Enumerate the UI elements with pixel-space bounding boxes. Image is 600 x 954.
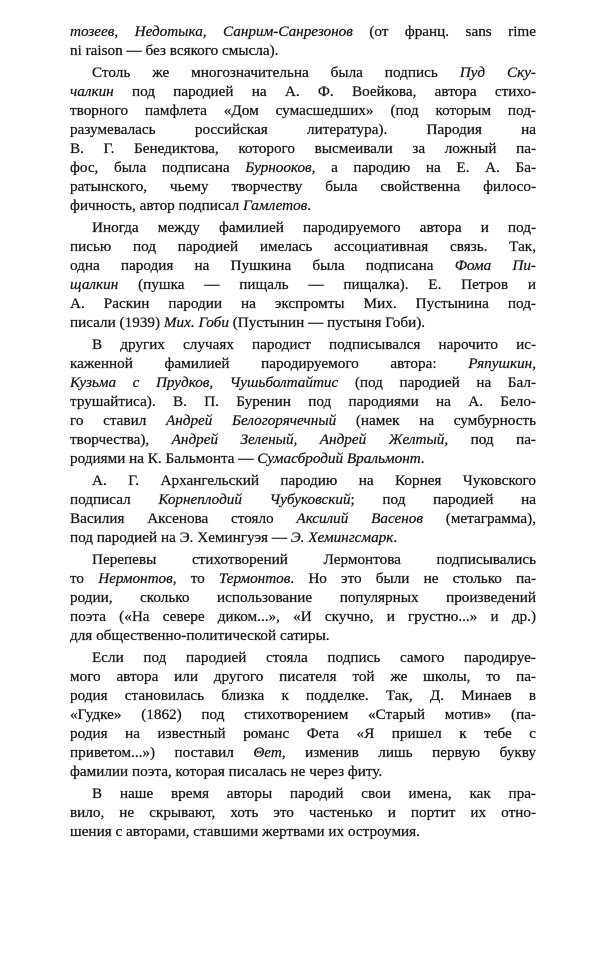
- paragraph: [70, 471, 536, 547]
- text-run: В других случаях пародист подписывался нарочито ис-: [92, 336, 536, 353]
- text-run: фос, была подписана: [70, 159, 246, 176]
- italic-pseudonym: тозеев, Недотыка, Санрим-Санрезонов: [70, 23, 353, 40]
- text-line: [70, 196, 536, 215]
- italic-pseudonym: Фома Пи-: [454, 257, 536, 274]
- text-line: [70, 705, 536, 724]
- text-line: [70, 607, 536, 626]
- text-line: [70, 218, 536, 237]
- text-line: [70, 354, 536, 373]
- text-line: [70, 509, 536, 528]
- text-run: В наше время авторы пародий свои имена, как пра-: [92, 785, 536, 802]
- text-run: фамилии поэта, которая писалась не через фиту.: [70, 763, 383, 780]
- text-line: [70, 373, 536, 392]
- text-line: [70, 411, 536, 430]
- text-run: приветом...») поставил: [70, 744, 254, 761]
- text-run: (пушка — пищаль — пищалка). Е. Петров и: [118, 276, 536, 293]
- text-run: А. Г. Архангельский пародию на Корнея Чуковского: [92, 472, 536, 489]
- italic-pseudonym: Э. Хемингсмарк: [290, 529, 394, 546]
- text-line: [70, 449, 536, 468]
- text-line: [70, 471, 536, 490]
- paragraph: [70, 22, 536, 60]
- text-run: го ставил: [70, 412, 166, 429]
- text-run: творного памфлета «Дом сумасшедших» (под которым под-: [70, 102, 536, 119]
- italic-pseudonym: Гамлетов: [243, 197, 308, 214]
- text-run: поэта («На севере диком...», «И скучно, и грустно...» и др.): [70, 608, 536, 625]
- text-run: каженной фамилией пародируемого автора:: [70, 355, 469, 372]
- text-line: [70, 667, 536, 686]
- text-line: [70, 430, 536, 449]
- text-run: В. Г. Бенедиктова, которого высмеивали за ложный па-: [70, 140, 536, 157]
- italic-pseudonym: чалкин: [70, 83, 114, 100]
- text-run: (метаграмма),: [423, 510, 537, 527]
- italic-pseudonym: Бурнооков: [245, 159, 312, 176]
- text-run: , под па-: [444, 431, 536, 448]
- text-run: разумевалась российская литература). Пародия на: [70, 121, 536, 138]
- text-run: Иногда между фамилией пародируемого автора и под-: [92, 219, 536, 236]
- text-run: Василия Аксенова стояло: [70, 510, 297, 527]
- italic-pseudonym: Нермонтов: [98, 570, 173, 587]
- text-run: А. Раскин пародии на экспромты Мих. Пустынина под-: [70, 295, 536, 312]
- text-line: [70, 784, 536, 803]
- italic-pseudonym: щалкин: [70, 276, 119, 293]
- paragraph: [70, 63, 536, 215]
- italic-pseudonym: Сумасбродий Вральмонт: [257, 450, 421, 467]
- italic-pseudonym: Пуд Ску-: [459, 64, 536, 81]
- italic-pseudonym: Термонтов: [218, 570, 291, 587]
- italic-pseudonym: Андрей Зеленый, Андрей Желтый: [171, 431, 445, 448]
- text-line: [70, 294, 536, 313]
- text-line: [70, 101, 536, 120]
- paragraph: [70, 218, 536, 332]
- text-line: [70, 648, 536, 667]
- text-line: [70, 626, 536, 645]
- text-line: [70, 237, 536, 256]
- paragraph: [70, 335, 536, 468]
- text-run: , то: [172, 570, 219, 587]
- italic-pseudonym: Кузьма с Прудков, Чушьболтайтис: [70, 374, 339, 391]
- text-run: мого автора или другого писателя той же школы, то па-: [70, 668, 536, 685]
- text-line: [70, 762, 536, 781]
- text-run: под пародией на А. Ф. Воейкова, автора стихо-: [113, 83, 536, 100]
- text-line: [70, 335, 536, 354]
- text-line: [70, 569, 536, 588]
- text-run: писали (1939): [70, 314, 164, 331]
- text-line: [70, 120, 536, 139]
- italic-pseudonym: Ряпушкин,: [468, 355, 536, 372]
- paragraph: [70, 784, 536, 841]
- text-run: шения с авторами, ставшими жертвами их остроумия.: [70, 823, 420, 840]
- italic-pseudonym: Аксилий Васенов: [296, 510, 423, 527]
- text-run: (намек на сумбурность: [336, 412, 537, 429]
- text-run: одна пародия на Пушкина была подписана: [70, 257, 455, 274]
- text-run: (Пустынин — пустыня Гоби).: [228, 314, 426, 331]
- text-run: под пародией на Э. Хемингуэя —: [70, 529, 291, 546]
- text-run: родия становилась близка к подделке. Так, Д. Минаев в: [70, 687, 536, 704]
- text-run: .: [307, 197, 312, 214]
- text-line: [70, 743, 536, 762]
- text-line: [70, 63, 536, 82]
- text-run: ; под пародией на: [350, 491, 536, 508]
- text-run: писью под пародией имелась ассоциативная связь. Так,: [70, 238, 536, 255]
- text-line: [70, 41, 536, 60]
- text-line: [70, 490, 536, 509]
- text-line: [70, 139, 536, 158]
- text-run: , а пародию на Е. А. Ба-: [311, 159, 536, 176]
- text-run: .: [393, 529, 398, 546]
- text-run: Столь же многозначительна была подпись: [92, 64, 460, 81]
- italic-pseudonym: Корнеплодий Чубуковский: [158, 491, 351, 508]
- text-run: ратынского, чьему творчеству была свойственна филосо-: [70, 178, 536, 195]
- text-run: подписал: [70, 491, 159, 508]
- text-line: [70, 313, 536, 332]
- italic-pseudonym: Андрей Белогорячечный: [165, 412, 337, 429]
- text-line: [70, 158, 536, 177]
- text-run: . Но это были не столько па-: [290, 570, 536, 587]
- text-run: то: [70, 570, 99, 587]
- text-line: [70, 588, 536, 607]
- text-line: [70, 392, 536, 411]
- page-body-text: [70, 22, 536, 841]
- text-run: творчества),: [70, 431, 172, 448]
- text-run: родия на известный романс Фета «Я пришел к тебе с: [70, 725, 536, 742]
- text-run: Если под пародией стояла подпись самого пародируе-: [92, 649, 536, 666]
- text-line: [70, 803, 536, 822]
- text-run: «Гудке» (1862) под стихотворением «Старый мотив» (па-: [70, 706, 536, 723]
- text-line: [70, 82, 536, 101]
- italic-pseudonym: Θет: [253, 744, 282, 761]
- text-run: ni raison — без всякого смысла).: [70, 42, 279, 59]
- text-run: (от франц. sans rime: [352, 23, 536, 40]
- text-line: [70, 22, 536, 41]
- text-run: трушайтиса). В. П. Буренин под пародиями на А. Бело-: [70, 393, 536, 410]
- paragraph: [70, 550, 536, 645]
- text-run: фичность, автор подписал: [70, 197, 244, 214]
- text-line: [70, 177, 536, 196]
- text-run: (под пародией на Бал-: [338, 374, 536, 391]
- text-run: , изменив лишь первую букву: [281, 744, 536, 761]
- text-line: [70, 275, 536, 294]
- text-line: [70, 256, 536, 275]
- text-line: [70, 822, 536, 841]
- text-run: вило, не скрывают, хоть это частенько и портит их отно-: [70, 804, 536, 821]
- text-run: для общественно-политической сатиры.: [70, 627, 330, 644]
- paragraph: [70, 648, 536, 781]
- italic-pseudonym: Мих. Гоби: [163, 314, 229, 331]
- text-line: [70, 724, 536, 743]
- text-line: [70, 550, 536, 569]
- text-run: родиями на К. Бальмонта —: [70, 450, 258, 467]
- text-run: .: [420, 450, 425, 467]
- text-line: [70, 686, 536, 705]
- text-run: Перепевы стихотворений Лермонтова подписывались: [92, 551, 536, 568]
- text-run: родии, сколько использование популярных произведений: [70, 589, 536, 606]
- text-line: [70, 528, 536, 547]
